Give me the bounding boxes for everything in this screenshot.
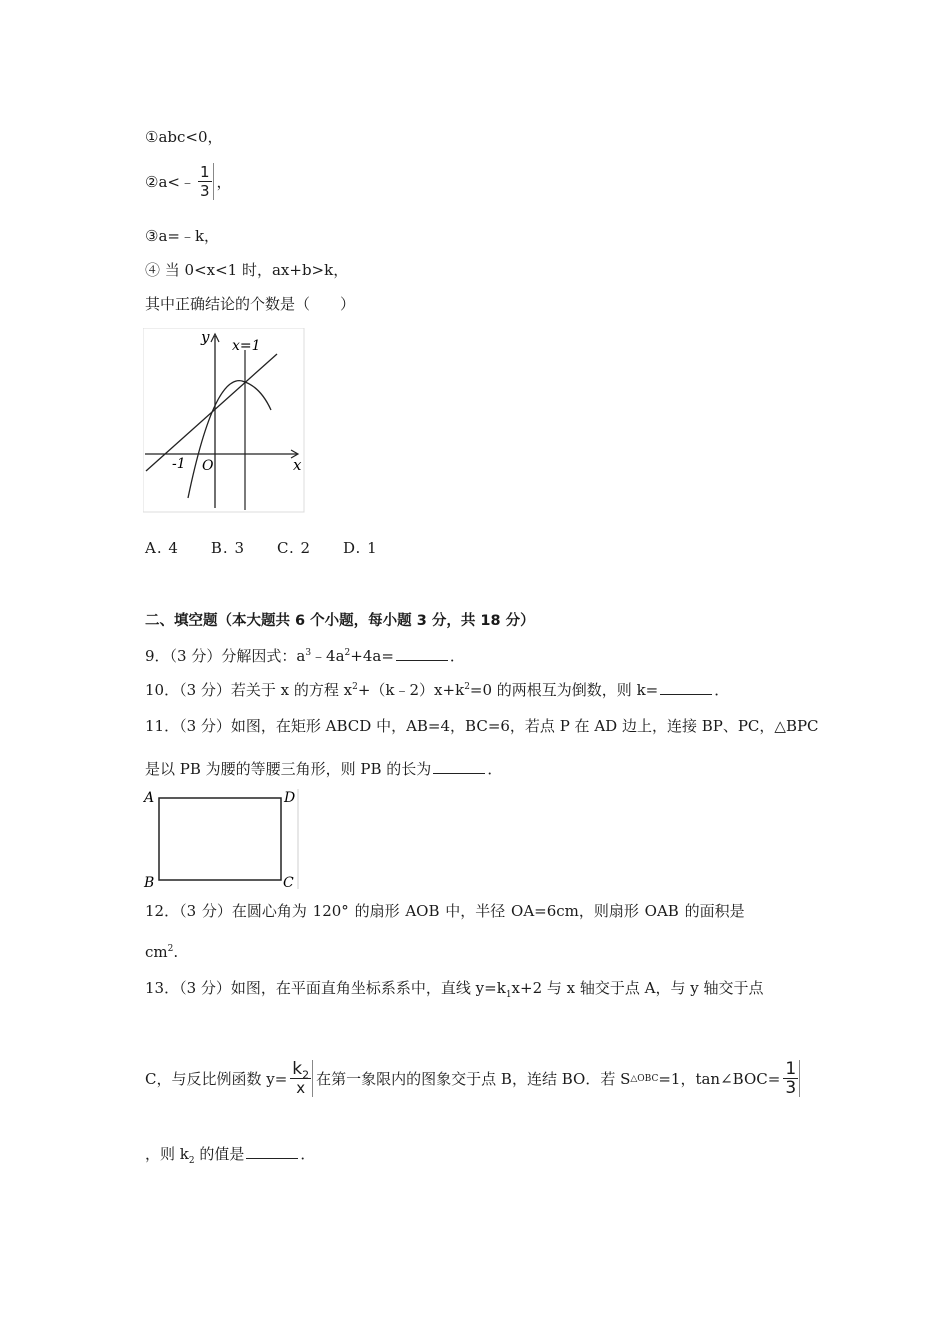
question-13-line1: 13．（3 分）如图，在平面直角坐标系系中，直线 $y=k_1x+2$ 与 x 轴交于点 A，与 y 轴交于点	[145, 979, 764, 1000]
question-11-line2: 是以 PB 为腰的等腰三角形，则 PB 的长为 ．	[145, 760, 503, 778]
answer-blank	[246, 1144, 298, 1159]
rectangle	[159, 798, 281, 880]
vertex-c: C	[283, 875, 294, 891]
question-9: 9．（3 分）分解因式：$a^3﹣4a^2+4a=$ ．	[145, 647, 465, 665]
rectangle-abcd-figure	[142, 787, 302, 891]
conclusion-2-suffix: ，	[216, 172, 232, 191]
conclusion-4: ④ 当 0<x<1 时，ax+b>k，	[145, 261, 349, 279]
neg-one-label: -1	[172, 456, 186, 472]
question-13-line2: C，与反比例函数 y= $\frac{k_2}{x}$ 在第一象限内的图象交于点 B，连结 BO．若 S △OBC =1，tan∠BOC= $\frac{1}{3}$	[145, 1060, 803, 1097]
conclusion-1: ①abc<0，	[145, 128, 223, 146]
vertex-a: A	[144, 790, 155, 806]
conclusion-2	[145, 163, 232, 200]
question-11-line1: 11．（3 分）如图，在矩形 ABCD 中，AB=4，BC=6，若点 P 在 AD 边上，连接 BP、PC，△BPC	[145, 717, 819, 735]
answer-options: A. 4 B. 3 C. 2 D. 1	[145, 539, 378, 557]
question-12-line2: $cm^2$.	[145, 943, 179, 961]
question-13-line3: ，则 $k_2$ 的值是 ．	[145, 1145, 316, 1166]
fraction-denominator: 3	[199, 182, 210, 200]
line-label: x=1	[232, 338, 261, 354]
fraction-k2-over-x: $\frac{k_2}{x}$	[290, 1060, 313, 1097]
question-prompt: 其中正确结论的个数是（ ）	[145, 295, 356, 313]
answer-blank	[660, 680, 712, 695]
vertex-d: D	[284, 790, 296, 806]
y-axis-label: y	[201, 328, 210, 346]
x-axis-label: x	[293, 456, 302, 474]
origin-label: O	[202, 458, 214, 474]
fraction-one-third	[198, 163, 214, 200]
question-12-line1: 12．（3 分）在圆心角为 120° 的扇形 AOB 中，半径 OA=6cm，则扇形 OAB 的面积是	[145, 902, 745, 920]
parabola-line-graph	[143, 328, 305, 514]
graph-frame	[143, 328, 304, 512]
fraction-one-third-tan: $\frac{1}{3}$	[783, 1060, 800, 1097]
question-10: 10．（3 分）若关于 x 的方程 $x^2+(k﹣2)x+k^2=0$ 的两根互为倒数，则 k= ．	[145, 681, 730, 699]
answer-blank	[433, 759, 485, 774]
answer-blank	[396, 646, 448, 661]
conclusion-3: ③a=﹣k，	[145, 227, 220, 245]
conclusion-2-prefix: ②a<﹣	[145, 172, 195, 191]
fraction-numerator: 1	[199, 163, 210, 181]
section-heading: 二、填空题（本大题共 6 个小题，每小题 3 分，共 18 分）	[145, 613, 535, 629]
vertex-b: B	[144, 875, 155, 891]
